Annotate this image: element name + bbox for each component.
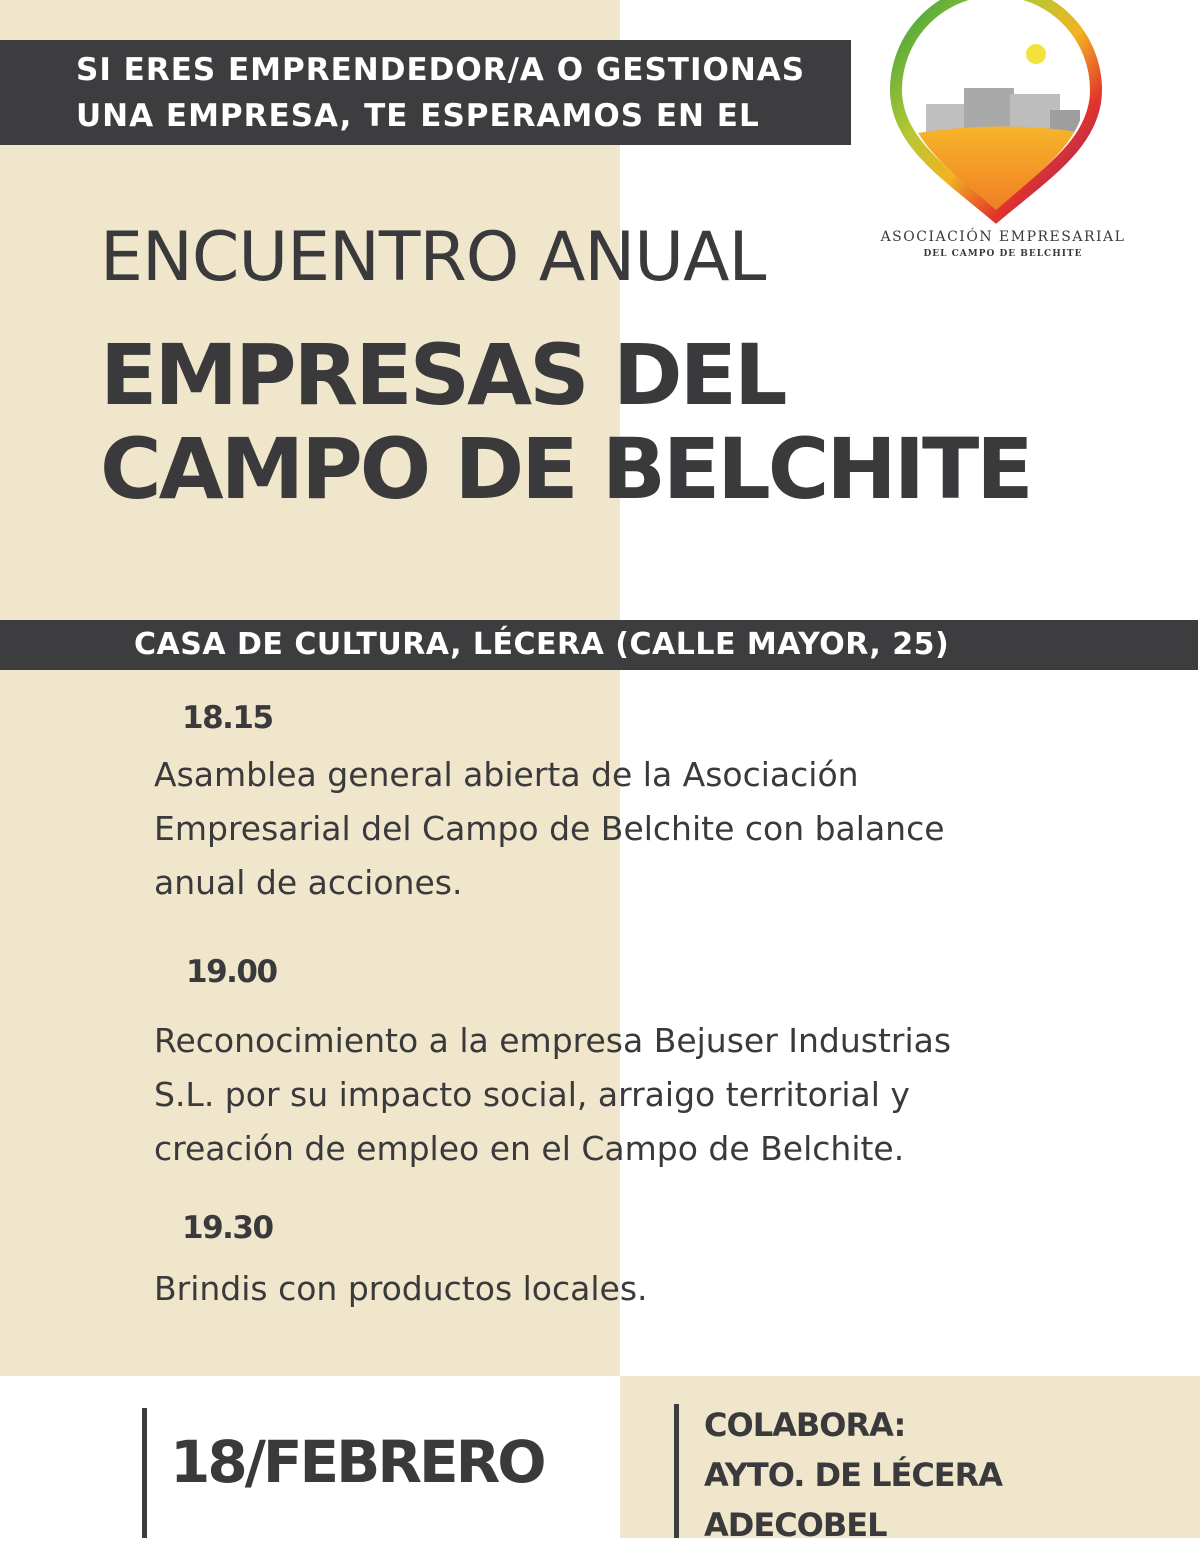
schedule-line: anual de acciones.: [154, 863, 463, 902]
venue-bar: [0, 620, 1198, 670]
schedule-time-1: 18.15: [182, 700, 273, 736]
schedule-line: creación de empleo en el Campo de Belchite.: [154, 1129, 905, 1168]
schedule-description-3: [154, 1262, 648, 1316]
event-kicker: ENCUENTRO ANUAL: [100, 218, 766, 297]
top-banner: [0, 40, 851, 145]
event-title-line-2: CAMPO DE BELCHITE: [100, 420, 1031, 518]
schedule-line: Asamblea general abierta de la Asociación: [154, 755, 859, 794]
colabora-divider: [674, 1404, 679, 1538]
partner-2: ADECOBEL: [704, 1506, 887, 1544]
schedule-description-1: [154, 748, 945, 910]
schedule-time-2: 19.00: [186, 954, 277, 990]
date-divider: [142, 1408, 147, 1538]
schedule-time-3: 19.30: [182, 1210, 273, 1246]
banner-line-2: UNA EMPRESA, TE ESPERAMOS EN EL: [76, 98, 760, 134]
partner-1: AYTO. DE LÉCERA: [704, 1456, 1003, 1494]
logo-title: ASOCIACIÓN EMPRESARIAL: [880, 229, 1126, 245]
colabora-block: [704, 1400, 1002, 1550]
schedule-line: Empresarial del Campo de Belchite con balance: [154, 809, 945, 848]
event-title-line-1: EMPRESAS DEL: [100, 326, 785, 424]
schedule-line: S.L. por su impacto social, arraigo territorial y: [154, 1075, 910, 1114]
event-date: 18/FEBRERO: [170, 1428, 544, 1496]
colabora-label: COLABORA:: [704, 1406, 906, 1444]
banner-line-1: SI ERES EMPRENDEDOR/A O GESTIONAS: [76, 52, 806, 88]
logo-subtitle: DEL CAMPO DE BELCHITE: [923, 249, 1083, 259]
venue-text: CASA DE CULTURA, LÉCERA (CALLE MAYOR, 25): [134, 627, 950, 662]
schedule-description-2: [154, 1014, 951, 1176]
schedule-line: Brindis con productos locales.: [154, 1269, 648, 1308]
location-pin-logo-icon: [860, 0, 1160, 262]
schedule-line: Reconocimiento a la empresa Bejuser Industrias: [154, 1021, 952, 1060]
